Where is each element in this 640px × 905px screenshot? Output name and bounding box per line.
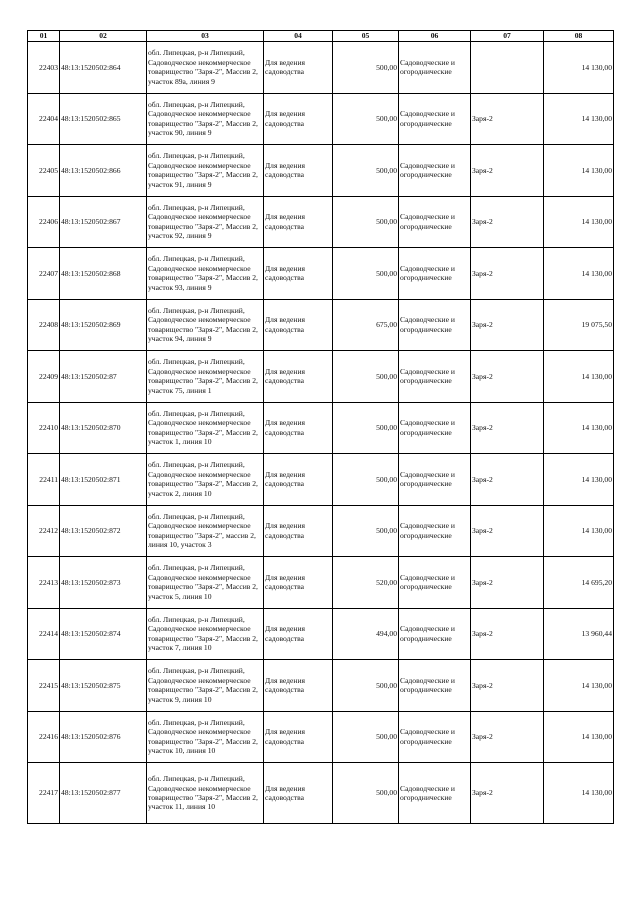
permitted-use-cell: Для ведения садоводства <box>264 763 333 824</box>
address-cell <box>147 608 264 660</box>
row-number-cell: 22415 <box>28 660 60 712</box>
settlement-name-cell: Заря-2 <box>471 660 544 712</box>
column-header: 05 <box>333 31 399 42</box>
address-text: обл. Липецкая, р-н Липецкий, Садоводческое некоммерческое товарищество "Заря-2", Массив 2, участок 7, линия 10 <box>148 614 258 653</box>
land-category-cell: Садоводческие и огороднические <box>399 93 471 145</box>
row-number-cell: 22412 <box>28 505 60 557</box>
settlement-name-cell: Заря-2 <box>471 402 544 454</box>
cadastral-value-cell: 14 130,00 <box>544 351 614 403</box>
area-cell: 500,00 <box>333 660 399 712</box>
cadastral-value-cell: 14 695,20 <box>544 557 614 609</box>
permitted-use-cell: Для ведения садоводства <box>264 145 333 197</box>
row-number-cell: 22407 <box>28 248 60 300</box>
area-cell: 500,00 <box>333 402 399 454</box>
column-header: 01 <box>28 31 60 42</box>
area-cell: 500,00 <box>333 763 399 824</box>
cadastral-value-cell: 14 130,00 <box>544 42 614 94</box>
row-number-cell: 22416 <box>28 711 60 763</box>
cadastral-value-cell: 14 130,00 <box>544 196 614 248</box>
table-row <box>28 145 614 197</box>
address-text: обл. Липецкая, р-н Липецкий, Садоводческое некоммерческое товарищество "Заря-2", Массив 2, участок 5, линия 10 <box>148 563 258 601</box>
table-row <box>28 763 614 824</box>
table-row <box>28 93 614 145</box>
area-cell: 500,00 <box>333 248 399 300</box>
cadastral-number-cell: 48:13:1520502:864 <box>60 42 147 94</box>
row-number-cell: 22410 <box>28 402 60 454</box>
cadastral-value-cell: 13 960,44 <box>544 608 614 660</box>
table-row <box>28 299 614 351</box>
land-category-cell: Садоводческие и огороднические <box>399 248 471 300</box>
address-text: обл. Липецкая, р-н Липецкий, Садоводческое некоммерческое товарищество "Заря-2", Массив 2, участок 92, линия 9 <box>148 202 258 241</box>
column-header: 02 <box>60 31 147 42</box>
address-cell <box>147 145 264 197</box>
cadastral-number-cell: 48:13:1520502:872 <box>60 505 147 557</box>
table-row <box>28 660 614 712</box>
address-text: обл. Липецкая, р-н Липецкий, Садоводческое некоммерческое товарищество "Заря-2", Массив 2, участок 1, линия 10 <box>148 408 258 447</box>
land-category-cell: Садоводческие и огороднические <box>399 402 471 454</box>
address-text: обл. Липецкая, р-н Липецкий, Садоводческое некоммерческое товарищество "Заря-2", Массив 2, участок 94, линия 9 <box>148 305 258 344</box>
land-category-cell: Садоводческие и огороднические <box>399 660 471 712</box>
area-cell: 500,00 <box>333 505 399 557</box>
permitted-use-cell: Для ведения садоводства <box>264 299 333 351</box>
cadastral-value-cell: 14 130,00 <box>544 93 614 145</box>
area-cell: 500,00 <box>333 711 399 763</box>
address-text: обл. Липецкая, р-н Липецкий, Садоводческое некоммерческое товарищество "Заря-2", Массив 2, участок 90, линия 9 <box>148 99 258 138</box>
settlement-name-cell <box>471 42 544 94</box>
address-text: обл. Липецкая, р-н Липецкий, Садоводческое некоммерческое товарищество "Заря-2", Массив 2, участок 75, линия 1 <box>148 357 258 395</box>
table-row <box>28 505 614 557</box>
cadastral-value-cell: 14 130,00 <box>544 248 614 300</box>
address-cell <box>147 42 264 94</box>
land-registry-table <box>27 30 614 824</box>
land-category-cell: Садоводческие и огороднические <box>399 351 471 403</box>
row-number-cell: 22417 <box>28 763 60 824</box>
cadastral-value-cell: 14 130,00 <box>544 763 614 824</box>
permitted-use-cell: Для ведения садоводства <box>264 557 333 609</box>
land-category-cell: Садоводческие и огороднические <box>399 505 471 557</box>
area-cell: 675,00 <box>333 299 399 351</box>
address-text: обл. Липецкая, р-н Липецкий, Садоводческое некоммерческое товарищество "Заря-2", Массив 2, участок 11, линия 10 <box>148 774 258 812</box>
area-cell: 500,00 <box>333 351 399 403</box>
cadastral-number-cell: 48:13:1520502:867 <box>60 196 147 248</box>
cadastral-value-cell: 14 130,00 <box>544 711 614 763</box>
cadastral-number-cell: 48:13:1520502:868 <box>60 248 147 300</box>
permitted-use-cell: Для ведения садоводства <box>264 660 333 712</box>
address-text: обл. Липецкая, р-н Липецкий, Садоводческое некоммерческое товарищество "Заря-2", Массив 2, участок 93, линия 9 <box>148 254 258 292</box>
column-header: 08 <box>544 31 614 42</box>
permitted-use-cell: Для ведения садоводства <box>264 42 333 94</box>
address-text: обл. Липецкая, р-н Липецкий, Садоводческое некоммерческое товарищество "Заря-2", Массив 2, участок 91, линия 9 <box>148 151 258 189</box>
cadastral-value-cell: 14 130,00 <box>544 145 614 197</box>
cadastral-value-cell: 14 130,00 <box>544 454 614 506</box>
table-row <box>28 608 614 660</box>
settlement-name-cell: Заря-2 <box>471 299 544 351</box>
table-row <box>28 248 614 300</box>
row-number-cell: 22406 <box>28 196 60 248</box>
address-text: обл. Липецкая, р-н Липецкий, Садоводческое некоммерческое товарищество "Заря-2", массив 2, линия 10, участок 3 <box>148 511 256 550</box>
land-category-cell: Садоводческие и огороднические <box>399 145 471 197</box>
row-number-cell: 22404 <box>28 93 60 145</box>
table-row <box>28 351 614 403</box>
address-cell <box>147 351 264 403</box>
cadastral-value-cell: 19 075,50 <box>544 299 614 351</box>
address-cell <box>147 248 264 300</box>
settlement-name-cell: Заря-2 <box>471 145 544 197</box>
table-row <box>28 42 614 94</box>
settlement-name-cell: Заря-2 <box>471 505 544 557</box>
area-cell: 500,00 <box>333 42 399 94</box>
permitted-use-cell: Для ведения садоводства <box>264 505 333 557</box>
settlement-name-cell: Заря-2 <box>471 763 544 824</box>
address-cell <box>147 557 264 609</box>
cadastral-number-cell: 48:13:1520502:865 <box>60 93 147 145</box>
row-number-cell: 22405 <box>28 145 60 197</box>
land-category-cell: Садоводческие и огороднические <box>399 196 471 248</box>
cadastral-value-cell: 14 130,00 <box>544 660 614 712</box>
land-category-cell: Садоводческие и огороднические <box>399 454 471 506</box>
cadastral-number-cell: 48:13:1520502:871 <box>60 454 147 506</box>
area-cell: 520,00 <box>333 557 399 609</box>
area-cell: 500,00 <box>333 196 399 248</box>
settlement-name-cell: Заря-2 <box>471 711 544 763</box>
address-cell <box>147 299 264 351</box>
header-row <box>28 31 614 42</box>
area-cell: 500,00 <box>333 93 399 145</box>
address-cell <box>147 505 264 557</box>
column-header: 03 <box>147 31 264 42</box>
column-header: 06 <box>399 31 471 42</box>
column-header: 04 <box>264 31 333 42</box>
address-text: обл. Липецкая, р-н Липецкий, Садоводческое некоммерческое товарищество "Заря-2", Массив 2, участок 9, линия 10 <box>148 666 258 704</box>
cadastral-value-cell: 14 130,00 <box>544 402 614 454</box>
area-cell: 500,00 <box>333 145 399 197</box>
address-text: обл. Липецкая, р-н Липецкий, Садоводческое некоммерческое товарищество "Заря-2", Массив 2, участок 2, линия 10 <box>148 460 258 498</box>
permitted-use-cell: Для ведения садоводства <box>264 608 333 660</box>
cadastral-number-cell: 48:13:1520502:876 <box>60 711 147 763</box>
row-number-cell: 22413 <box>28 557 60 609</box>
address-cell <box>147 402 264 454</box>
row-number-cell: 22414 <box>28 608 60 660</box>
settlement-name-cell: Заря-2 <box>471 196 544 248</box>
area-cell: 500,00 <box>333 454 399 506</box>
permitted-use-cell: Для ведения садоводства <box>264 93 333 145</box>
settlement-name-cell: Заря-2 <box>471 608 544 660</box>
settlement-name-cell: Заря-2 <box>471 93 544 145</box>
land-category-cell: Садоводческие и огороднические <box>399 42 471 94</box>
permitted-use-cell: Для ведения садоводства <box>264 711 333 763</box>
permitted-use-cell: Для ведения садоводства <box>264 196 333 248</box>
cadastral-number-cell: 48:13:1520502:866 <box>60 145 147 197</box>
permitted-use-cell: Для ведения садоводства <box>264 351 333 403</box>
settlement-name-cell: Заря-2 <box>471 454 544 506</box>
address-cell <box>147 763 264 824</box>
cadastral-number-cell: 48:13:1520502:87 <box>60 351 147 403</box>
area-cell: 494,00 <box>333 608 399 660</box>
address-cell <box>147 196 264 248</box>
row-number-cell: 22403 <box>28 42 60 94</box>
table-row <box>28 711 614 763</box>
cadastral-number-cell: 48:13:1520502:877 <box>60 763 147 824</box>
land-category-cell: Садоводческие и огороднические <box>399 711 471 763</box>
cadastral-number-cell: 48:13:1520502:869 <box>60 299 147 351</box>
row-number-cell: 22408 <box>28 299 60 351</box>
address-text: обл. Липецкая, р-н Липецкий, Садоводческое некоммерческое товарищество "Заря-2", Массив 2, участок 10, линия 10 <box>148 717 258 756</box>
address-cell <box>147 711 264 763</box>
address-cell <box>147 454 264 506</box>
cadastral-number-cell: 48:13:1520502:875 <box>60 660 147 712</box>
address-cell <box>147 93 264 145</box>
row-number-cell: 22409 <box>28 351 60 403</box>
table-row <box>28 557 614 609</box>
address-text: обл. Липецкая, р-н Липецкий, Садоводческое некоммерческое товарищество "Заря-2", Массив 2, участок 89а, линия 9 <box>148 48 258 86</box>
table-row <box>28 402 614 454</box>
permitted-use-cell: Для ведения садоводства <box>264 454 333 506</box>
address-cell <box>147 660 264 712</box>
cadastral-number-cell: 48:13:1520502:873 <box>60 557 147 609</box>
settlement-name-cell: Заря-2 <box>471 557 544 609</box>
permitted-use-cell: Для ведения садоводства <box>264 402 333 454</box>
settlement-name-cell: Заря-2 <box>471 248 544 300</box>
column-header: 07 <box>471 31 544 42</box>
land-category-cell: Садоводческие и огороднические <box>399 557 471 609</box>
permitted-use-cell: Для ведения садоводства <box>264 248 333 300</box>
land-category-cell: Садоводческие и огороднические <box>399 763 471 824</box>
table-row <box>28 454 614 506</box>
settlement-name-cell: Заря-2 <box>471 351 544 403</box>
cadastral-number-cell: 48:13:1520502:874 <box>60 608 147 660</box>
cadastral-value-cell: 14 130,00 <box>544 505 614 557</box>
land-category-cell: Садоводческие и огороднические <box>399 299 471 351</box>
row-number-cell: 22411 <box>28 454 60 506</box>
land-category-cell: Садоводческие и огороднические <box>399 608 471 660</box>
table-row <box>28 196 614 248</box>
cadastral-number-cell: 48:13:1520502:870 <box>60 402 147 454</box>
